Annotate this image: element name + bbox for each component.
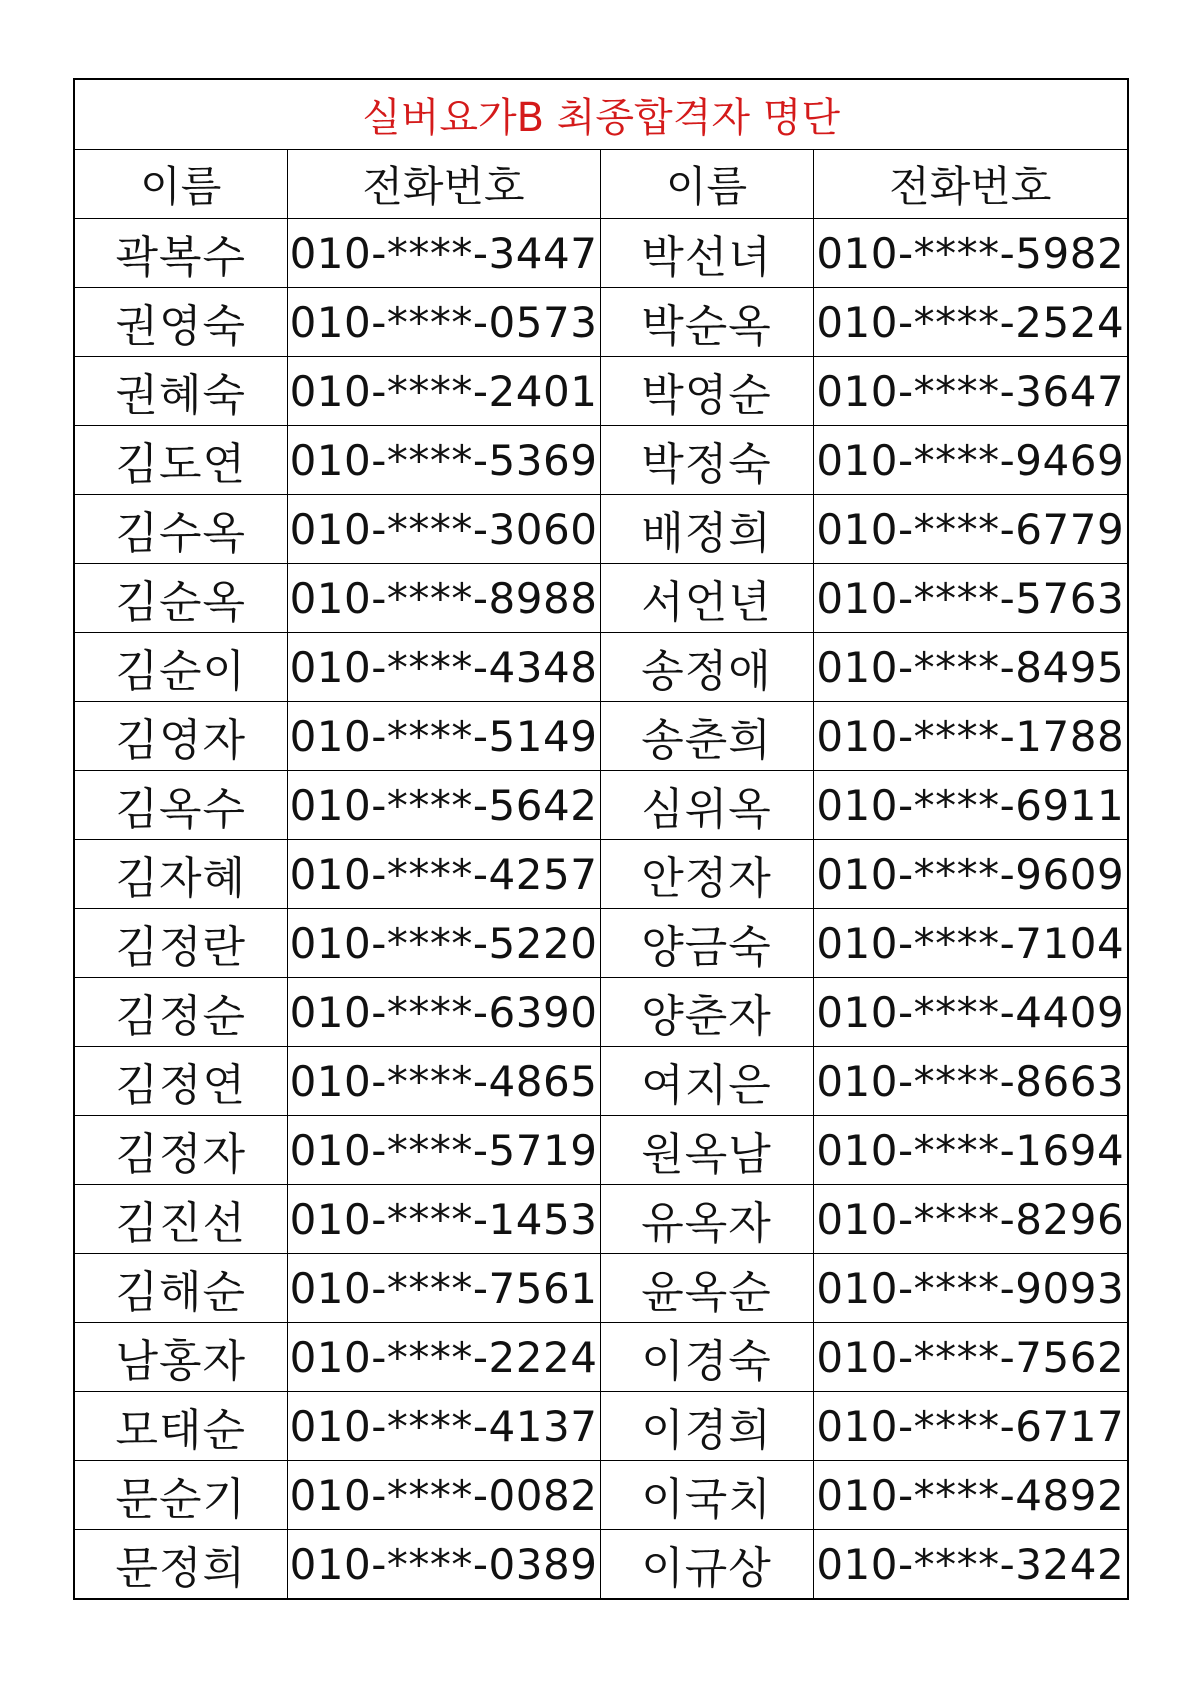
name-cell-left: 김순옥 <box>74 564 287 633</box>
table-row <box>74 633 1128 702</box>
header-phone-left: 전화번호 <box>287 150 600 219</box>
name-cell-right: 안정자 <box>600 840 813 909</box>
table-row <box>74 219 1128 288</box>
name-cell-left: 김순이 <box>74 633 287 702</box>
phone-cell-left: 010-****-0389 <box>287 1530 600 1600</box>
phone-cell-right: 010-****-7104 <box>813 909 1128 978</box>
name-cell-left: 김진선 <box>74 1185 287 1254</box>
phone-cell-right: 010-****-9469 <box>813 426 1128 495</box>
name-cell-right: 송춘희 <box>600 702 813 771</box>
name-cell-right: 이규상 <box>600 1530 813 1600</box>
phone-cell-left: 010-****-3060 <box>287 495 600 564</box>
name-cell-left: 문순기 <box>74 1461 287 1530</box>
phone-cell-left: 010-****-4257 <box>287 840 600 909</box>
name-cell-right: 박영순 <box>600 357 813 426</box>
table-row <box>74 840 1128 909</box>
phone-cell-right: 010-****-9093 <box>813 1254 1128 1323</box>
phone-cell-left: 010-****-5369 <box>287 426 600 495</box>
phone-cell-right: 010-****-9609 <box>813 840 1128 909</box>
table-row <box>74 357 1128 426</box>
phone-cell-left: 010-****-1453 <box>287 1185 600 1254</box>
table-row <box>74 288 1128 357</box>
name-cell-right: 서언년 <box>600 564 813 633</box>
name-cell-left: 김정순 <box>74 978 287 1047</box>
table-row <box>74 1185 1128 1254</box>
header-name-left: 이름 <box>74 150 287 219</box>
phone-cell-right: 010-****-4892 <box>813 1461 1128 1530</box>
table-row <box>74 702 1128 771</box>
name-cell-left: 권영숙 <box>74 288 287 357</box>
name-cell-left: 김영자 <box>74 702 287 771</box>
table-body <box>74 219 1128 1600</box>
name-cell-right: 박순옥 <box>600 288 813 357</box>
finalist-table <box>73 78 1129 1600</box>
header-row <box>74 150 1128 219</box>
header-name-right: 이름 <box>600 150 813 219</box>
table-row <box>74 978 1128 1047</box>
table-row <box>74 1116 1128 1185</box>
phone-cell-right: 010-****-7562 <box>813 1323 1128 1392</box>
header-phone-right: 전화번호 <box>813 150 1128 219</box>
name-cell-right: 양금숙 <box>600 909 813 978</box>
name-cell-left: 김옥수 <box>74 771 287 840</box>
phone-cell-right: 010-****-8296 <box>813 1185 1128 1254</box>
name-cell-right: 윤옥순 <box>600 1254 813 1323</box>
name-cell-right: 이경희 <box>600 1392 813 1461</box>
phone-cell-left: 010-****-4137 <box>287 1392 600 1461</box>
phone-cell-left: 010-****-0082 <box>287 1461 600 1530</box>
name-cell-right: 박선녀 <box>600 219 813 288</box>
phone-cell-right: 010-****-6717 <box>813 1392 1128 1461</box>
phone-cell-left: 010-****-4865 <box>287 1047 600 1116</box>
phone-cell-left: 010-****-6390 <box>287 978 600 1047</box>
phone-cell-right: 010-****-6911 <box>813 771 1128 840</box>
phone-cell-right: 010-****-1694 <box>813 1116 1128 1185</box>
name-cell-right: 원옥남 <box>600 1116 813 1185</box>
title-row <box>74 79 1128 150</box>
name-cell-right: 이국치 <box>600 1461 813 1530</box>
phone-cell-right: 010-****-1788 <box>813 702 1128 771</box>
table-row <box>74 564 1128 633</box>
table-row <box>74 426 1128 495</box>
phone-cell-left: 010-****-5149 <box>287 702 600 771</box>
name-cell-right: 박정숙 <box>600 426 813 495</box>
table-row <box>74 1530 1128 1600</box>
table-title: 실버요가B 최종합격자 명단 <box>74 79 1128 150</box>
name-cell-left: 김정란 <box>74 909 287 978</box>
phone-cell-right: 010-****-3242 <box>813 1530 1128 1600</box>
name-cell-left: 남홍자 <box>74 1323 287 1392</box>
phone-cell-right: 010-****-4409 <box>813 978 1128 1047</box>
table-row <box>74 1323 1128 1392</box>
name-cell-right: 여지은 <box>600 1047 813 1116</box>
phone-cell-left: 010-****-2401 <box>287 357 600 426</box>
name-cell-right: 심위옥 <box>600 771 813 840</box>
name-cell-right: 유옥자 <box>600 1185 813 1254</box>
phone-cell-left: 010-****-5642 <box>287 771 600 840</box>
table-row <box>74 1047 1128 1116</box>
name-cell-right: 송정애 <box>600 633 813 702</box>
phone-cell-left: 010-****-3447 <box>287 219 600 288</box>
phone-cell-right: 010-****-5763 <box>813 564 1128 633</box>
table-row <box>74 909 1128 978</box>
phone-cell-right: 010-****-8495 <box>813 633 1128 702</box>
name-cell-left: 김정자 <box>74 1116 287 1185</box>
phone-cell-left: 010-****-8988 <box>287 564 600 633</box>
phone-cell-left: 010-****-2224 <box>287 1323 600 1392</box>
phone-cell-right: 010-****-5982 <box>813 219 1128 288</box>
name-cell-left: 김해순 <box>74 1254 287 1323</box>
phone-cell-left: 010-****-7561 <box>287 1254 600 1323</box>
name-cell-right: 이경숙 <box>600 1323 813 1392</box>
name-cell-right: 배정희 <box>600 495 813 564</box>
phone-cell-left: 010-****-5719 <box>287 1116 600 1185</box>
name-cell-left: 김자혜 <box>74 840 287 909</box>
phone-cell-right: 010-****-2524 <box>813 288 1128 357</box>
table-row <box>74 1254 1128 1323</box>
phone-cell-left: 010-****-5220 <box>287 909 600 978</box>
name-cell-left: 김도연 <box>74 426 287 495</box>
phone-cell-right: 010-****-6779 <box>813 495 1128 564</box>
phone-cell-left: 010-****-4348 <box>287 633 600 702</box>
name-cell-left: 권혜숙 <box>74 357 287 426</box>
table-row <box>74 1392 1128 1461</box>
name-cell-left: 문정희 <box>74 1530 287 1600</box>
phone-cell-right: 010-****-8663 <box>813 1047 1128 1116</box>
table-row <box>74 1461 1128 1530</box>
name-cell-left: 모태순 <box>74 1392 287 1461</box>
phone-cell-right: 010-****-3647 <box>813 357 1128 426</box>
name-cell-right: 양춘자 <box>600 978 813 1047</box>
name-cell-left: 곽복수 <box>74 219 287 288</box>
name-cell-left: 김정연 <box>74 1047 287 1116</box>
table-row <box>74 495 1128 564</box>
phone-cell-left: 010-****-0573 <box>287 288 600 357</box>
table-row <box>74 771 1128 840</box>
name-cell-left: 김수옥 <box>74 495 287 564</box>
